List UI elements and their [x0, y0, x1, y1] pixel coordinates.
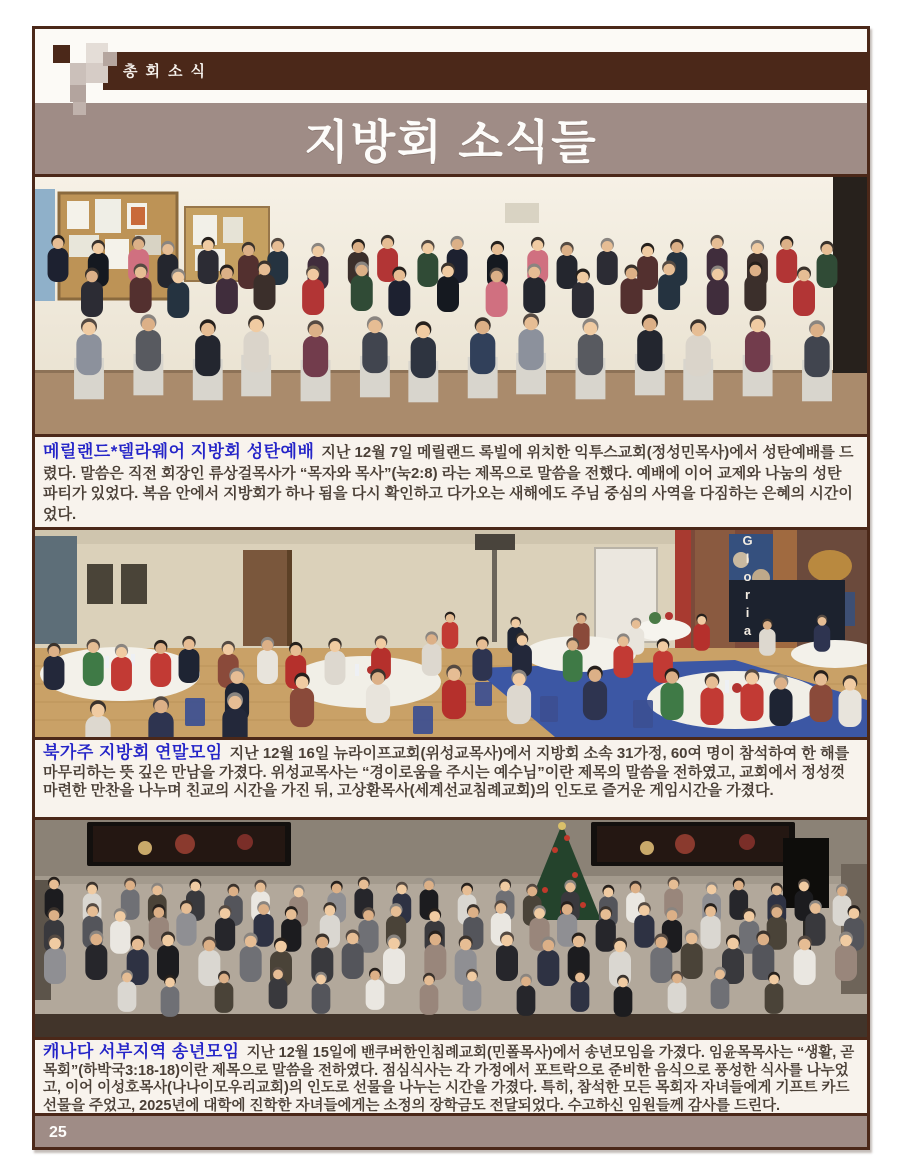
masthead	[35, 29, 867, 177]
section-kicker-band	[103, 52, 867, 90]
article-norcal	[35, 740, 867, 820]
mural-text-gloria: Gloria	[740, 533, 755, 641]
mosaic-square	[103, 52, 117, 66]
group-photo-illustration	[35, 177, 867, 434]
mosaic-square	[70, 63, 86, 85]
photo-maryland-delaware-group	[35, 177, 867, 437]
article-body: 지난 12월 7일 메릴랜드 록빌에 위치한 익투스교회(정성민목사)에서 성탄예배를 드렸다. 말씀은 직전 회장인 류상걸목사가 “목자와 목사”(눅2:8) 라는 제목으로 말씀을 전했다. 예배에 이어 교제와 나눔의 성탄 파티가 있었다. 복음 안에서 지방회가 하나 됨을 다시 확인하고 다가오는 새해에도 주님 중심의 사역을 다짐하는 은혜의 시간이었다.	[43, 444, 854, 523]
group-photo-illustration	[35, 820, 867, 1037]
title-band	[35, 103, 867, 174]
article-heading: 캐나다 서부지역 송년모임	[43, 1042, 240, 1061]
article-heading: 북가주 지방회 연말모임	[43, 743, 223, 762]
article-body: 지난 12월 15일에 밴쿠버한인침례교회(민폴목사)에서 송년모임을 가졌다. 임윤목목사는 “생활, 곧 목회”(하박국3:18-18)이란 제목으로 말씀을 전하였다. 점심식사는 각 가정에서 포트락으로 준비한 음식으로 풍성한 식사를 나누었고, 이어 이성호목사(나나이모우리교회)의 인도로 선물을 나누는 시간을 가졌다. 특히, 참석한 모든 목회자 자녀들에게 기프트 카드 선물을 주었고, 2025년에 대학에 진학한 자녀들에게는 소정의 장학금도 전달되었다. 수고하신 임원들께 감사를 드린다.	[43, 1045, 855, 1114]
article-paragraph	[35, 740, 867, 801]
article-paragraph	[35, 437, 867, 525]
footer-band	[35, 1116, 867, 1147]
page-title: 지방회 소식들	[304, 115, 598, 168]
article-body: 지난 12월 16일 뉴라이프교회(위성교목사)에서 지방회 소속 31가정, 60여 명이 참석하여 한 해를 마무리하는 뜻 깊은 만남을 가졌다. 위성교목사는 “경이로움을 주시는 예수님”이란 제목의 말씀을 전하였고, 교회에서 정성껏 마련한 만찬을 나누며 친교의 시간을 가진 뒤, 고상환목사(세계선교침례교회)의 인도로 즐거운 게임시간을 가졌다.	[43, 745, 850, 799]
section-kicker: 총회소식	[123, 63, 213, 80]
article-maryland-delaware	[35, 437, 867, 530]
photo-norcal-banquet	[35, 530, 867, 740]
mosaic-square	[53, 45, 70, 63]
photo-canada-west-group	[35, 820, 867, 1040]
mosaic-square	[73, 102, 86, 115]
article-paragraph	[35, 1040, 867, 1115]
mosaic-square	[70, 85, 86, 102]
page-number: 25	[49, 1124, 67, 1141]
article-canada-west	[35, 1040, 867, 1116]
page-frame	[32, 26, 870, 1150]
article-heading: 메릴랜드*델라웨어 지방회 성탄예배	[43, 442, 315, 461]
mosaic-square	[86, 63, 108, 83]
